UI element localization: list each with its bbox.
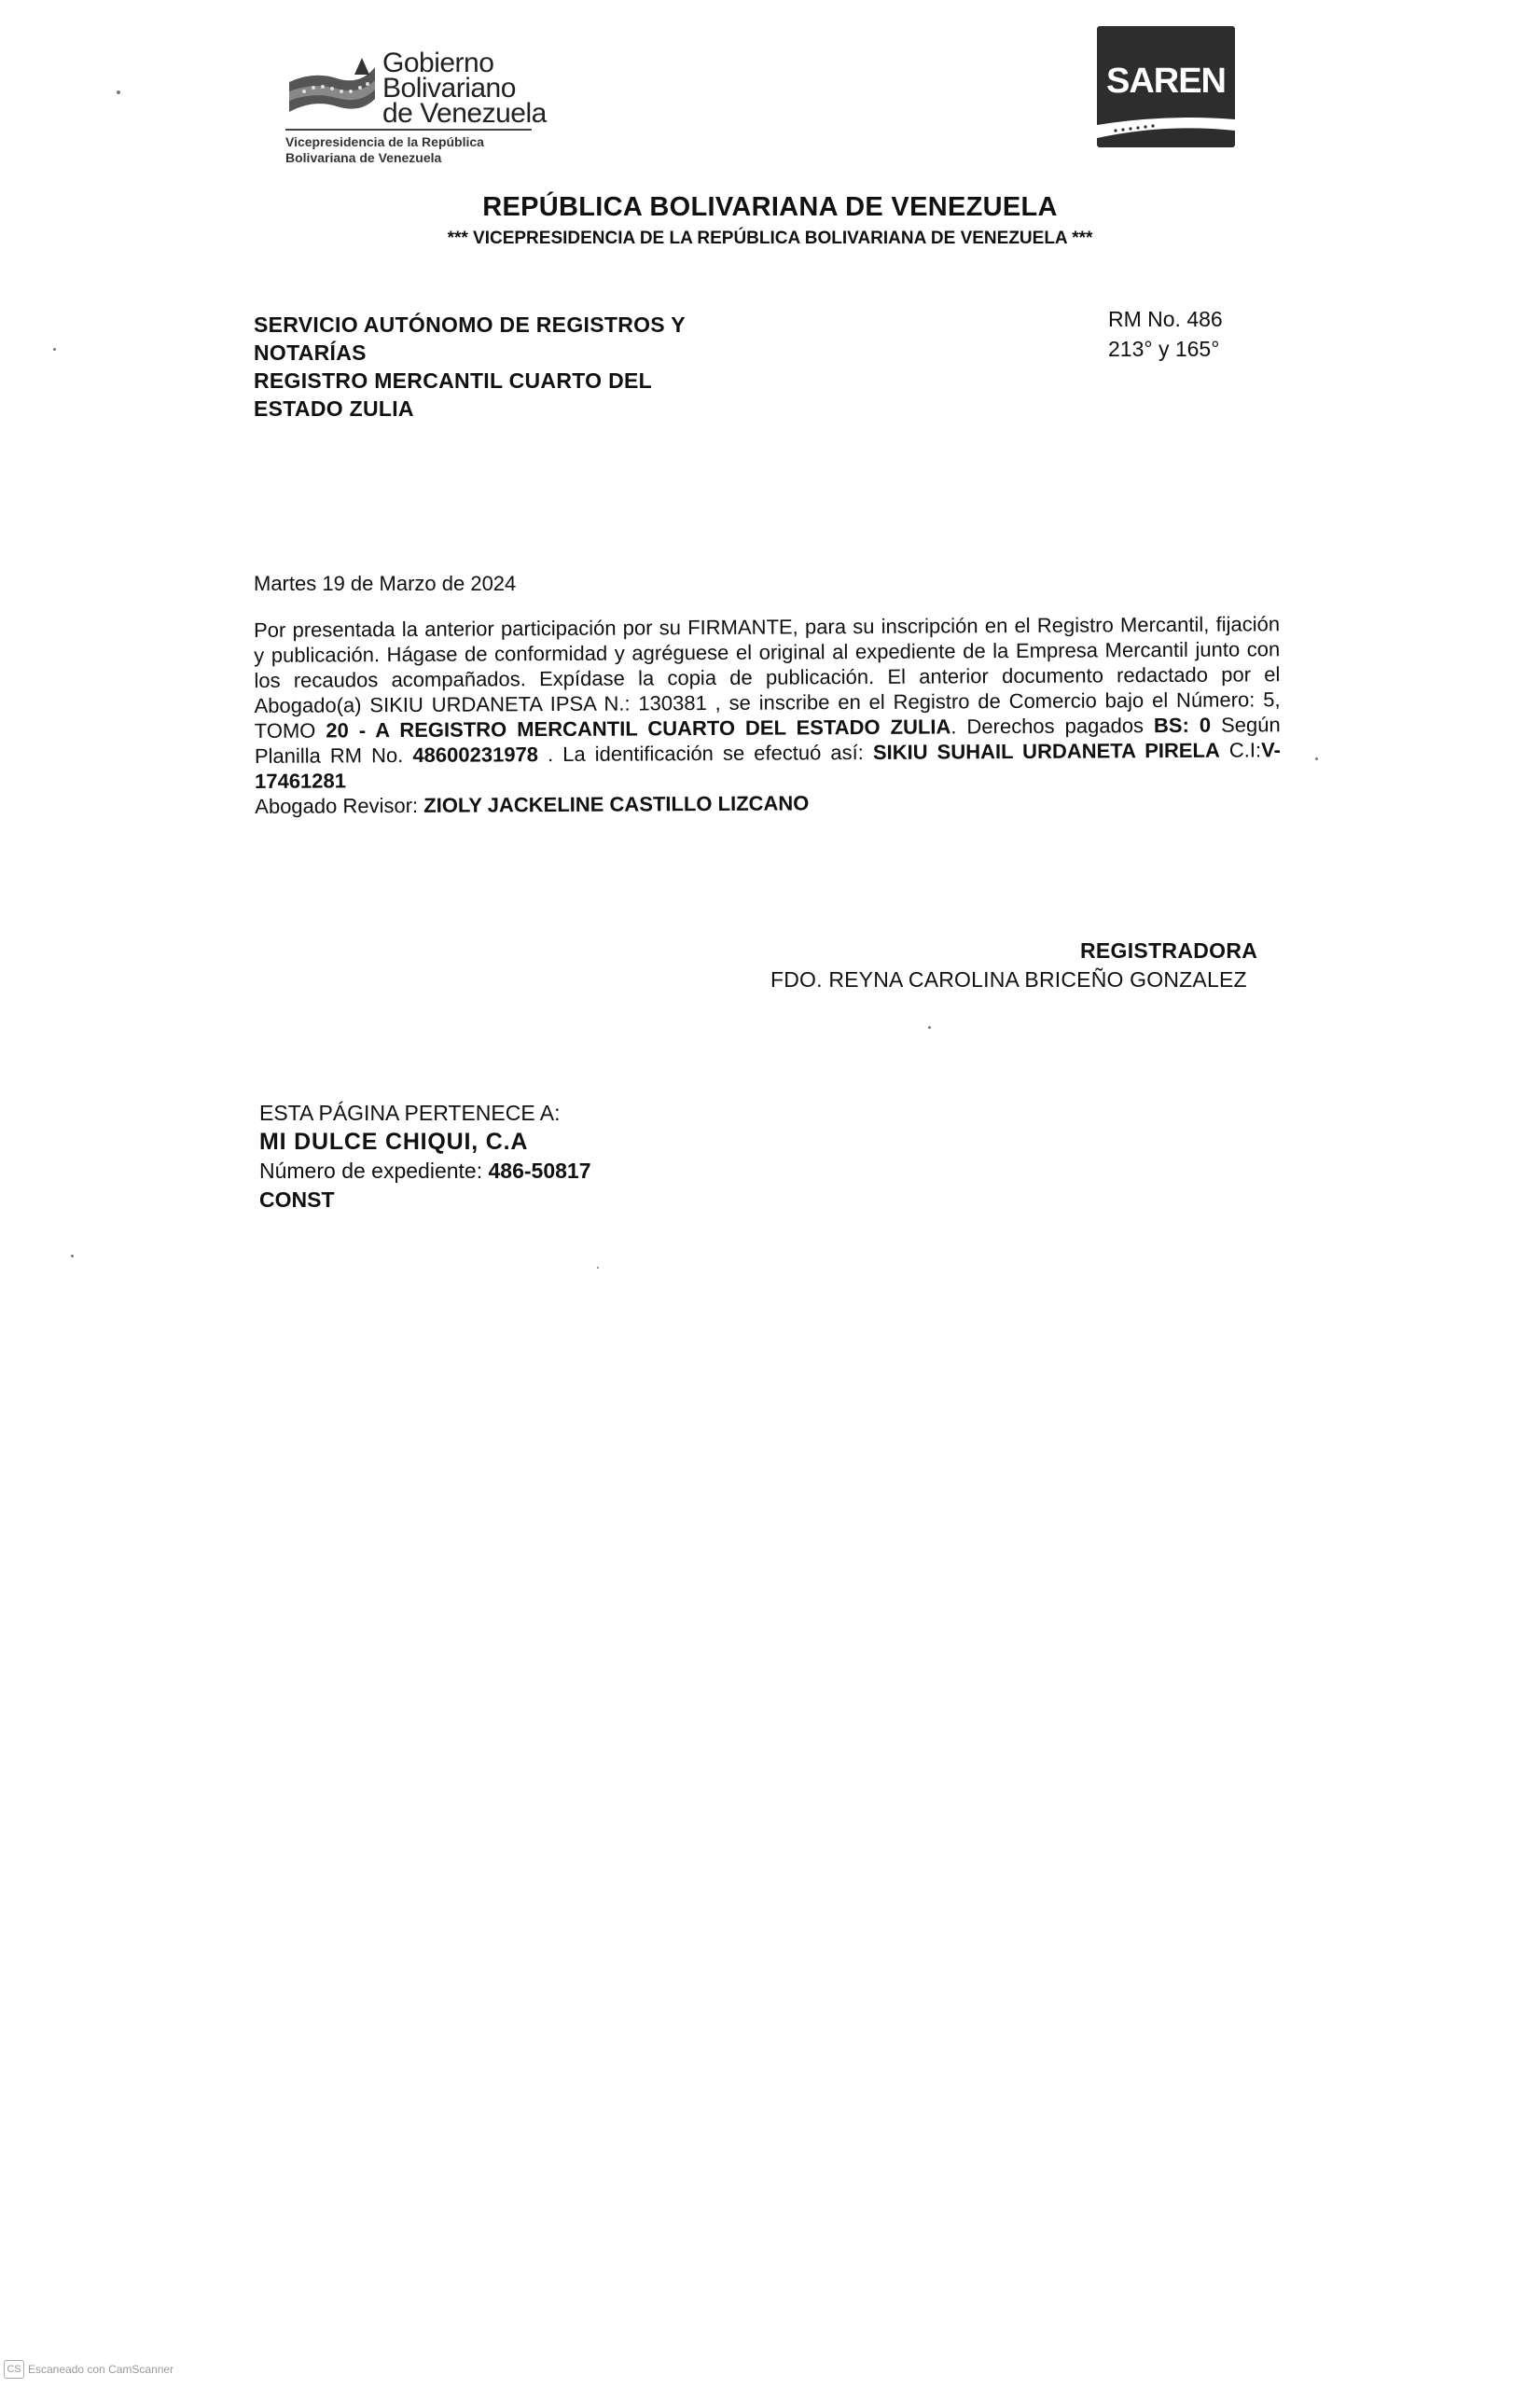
registrar-name: FDO. REYNA CAROLINA BRICEÑO GONZALEZ bbox=[770, 967, 1247, 992]
revisor-name: ZIOLY JACKELINE CASTILLO LIZCANO bbox=[423, 791, 810, 817]
belongs-label: ESTA PÁGINA PERTENECE A: bbox=[259, 1101, 561, 1125]
body-paragraph bbox=[254, 611, 1281, 794]
scan-speck bbox=[1315, 757, 1318, 760]
expediente-line bbox=[259, 1157, 591, 1186]
saren-logo bbox=[1097, 26, 1235, 147]
body-text-1: Por presentada la anterior participación por su FIRMANTE, para su inscripción en el Registro Mercantil, fijación y publicación. Hágase de conformidad y agréguese el original al expediente de la Empresa Mercantil junto con los recaudos acompañados. Expídase la copia de publicación. El anterior documento redactado por el Abogado(a) SIKIU URDANETA IPSA N.: 130381 , se inscribe en el Registro de Comercio bajo el Número: 5, TOMO bbox=[254, 612, 1281, 743]
expediente-number: 486-50817 bbox=[488, 1159, 591, 1183]
camscanner-icon: CS bbox=[4, 2360, 24, 2379]
revisor-label: Abogado Revisor: bbox=[255, 793, 424, 818]
document-title: REPÚBLICA BOLIVARIANA DE VENEZUELA bbox=[482, 192, 1058, 222]
gov-logo-line-1: Gobierno bbox=[382, 48, 494, 78]
planilla-number: 48600231978 bbox=[412, 743, 539, 767]
saren-logo-text: SAREN bbox=[1105, 62, 1227, 101]
scan-speck bbox=[928, 1026, 931, 1029]
registry-name bbox=[254, 311, 686, 423]
document-subtitle: *** VICEPRESIDENCIA DE LA REPÚBLICA BOLIVARIANA DE VENEZUELA *** bbox=[447, 229, 1093, 248]
tomo-value: 20 - A REGISTRO MERCANTIL CUARTO DEL ESTADO ZULIA bbox=[326, 715, 951, 743]
rm-years: 213° y 165° bbox=[1108, 337, 1220, 361]
document-date: Martes 19 de Marzo de 2024 bbox=[254, 572, 517, 595]
gov-vice-line-2: Bolivariana de Venezuela bbox=[285, 150, 442, 165]
scan-speck bbox=[53, 348, 56, 351]
registry-line-4: ESTADO ZULIA bbox=[254, 396, 414, 421]
identified-person: SIKIU SUHAIL URDANETA PIRELA bbox=[872, 738, 1220, 764]
gov-logo-line-2: Bolivariano bbox=[382, 73, 516, 104]
document-body bbox=[254, 611, 1281, 819]
scanner-watermark bbox=[4, 2360, 173, 2379]
registry-line-3: REGISTRO MERCANTIL CUARTO DEL bbox=[254, 368, 652, 393]
scan-speck bbox=[597, 1267, 599, 1269]
scanner-text: Escaneado con CamScanner bbox=[28, 2363, 174, 2376]
gov-logo-line-3: de Venezuela bbox=[382, 98, 547, 129]
expediente-label: Número de expediente: bbox=[259, 1159, 489, 1183]
venezuela-flag-icon bbox=[285, 54, 379, 119]
body-text-5: C.I: bbox=[1219, 738, 1262, 762]
body-text-3: Según Planilla RM No. bbox=[254, 713, 1281, 768]
gov-vice-line-1: Vicepresidencia de la República bbox=[285, 134, 484, 149]
scan-speck bbox=[71, 1255, 74, 1257]
saren-swoosh-icon bbox=[1097, 116, 1235, 147]
registry-line-1: SERVICIO AUTÓNOMO DE REGISTROS Y bbox=[254, 312, 686, 337]
scan-speck bbox=[117, 90, 120, 94]
company-name: MI DULCE CHIQUI, C.A bbox=[259, 1129, 529, 1155]
gov-logo-divider bbox=[285, 129, 532, 131]
gobierno-bolivariano-logo bbox=[280, 28, 560, 168]
page-owner-block bbox=[259, 1099, 591, 1215]
bs-value: BS: 0 bbox=[1153, 713, 1212, 738]
body-text-2: . Derechos pagados bbox=[950, 714, 1155, 739]
ci-number: V-17461281 bbox=[254, 738, 1281, 793]
registry-line-2: NOTARÍAS bbox=[254, 340, 367, 365]
rm-number: RM No. 486 bbox=[1108, 307, 1223, 331]
body-text-4: . La identificación se efectuó así: bbox=[537, 740, 873, 767]
document-type: CONST bbox=[259, 1187, 335, 1212]
rm-number-block bbox=[1108, 304, 1223, 364]
revisor-line bbox=[255, 787, 1281, 819]
registrar-title: REGISTRADORA bbox=[1080, 938, 1258, 963]
